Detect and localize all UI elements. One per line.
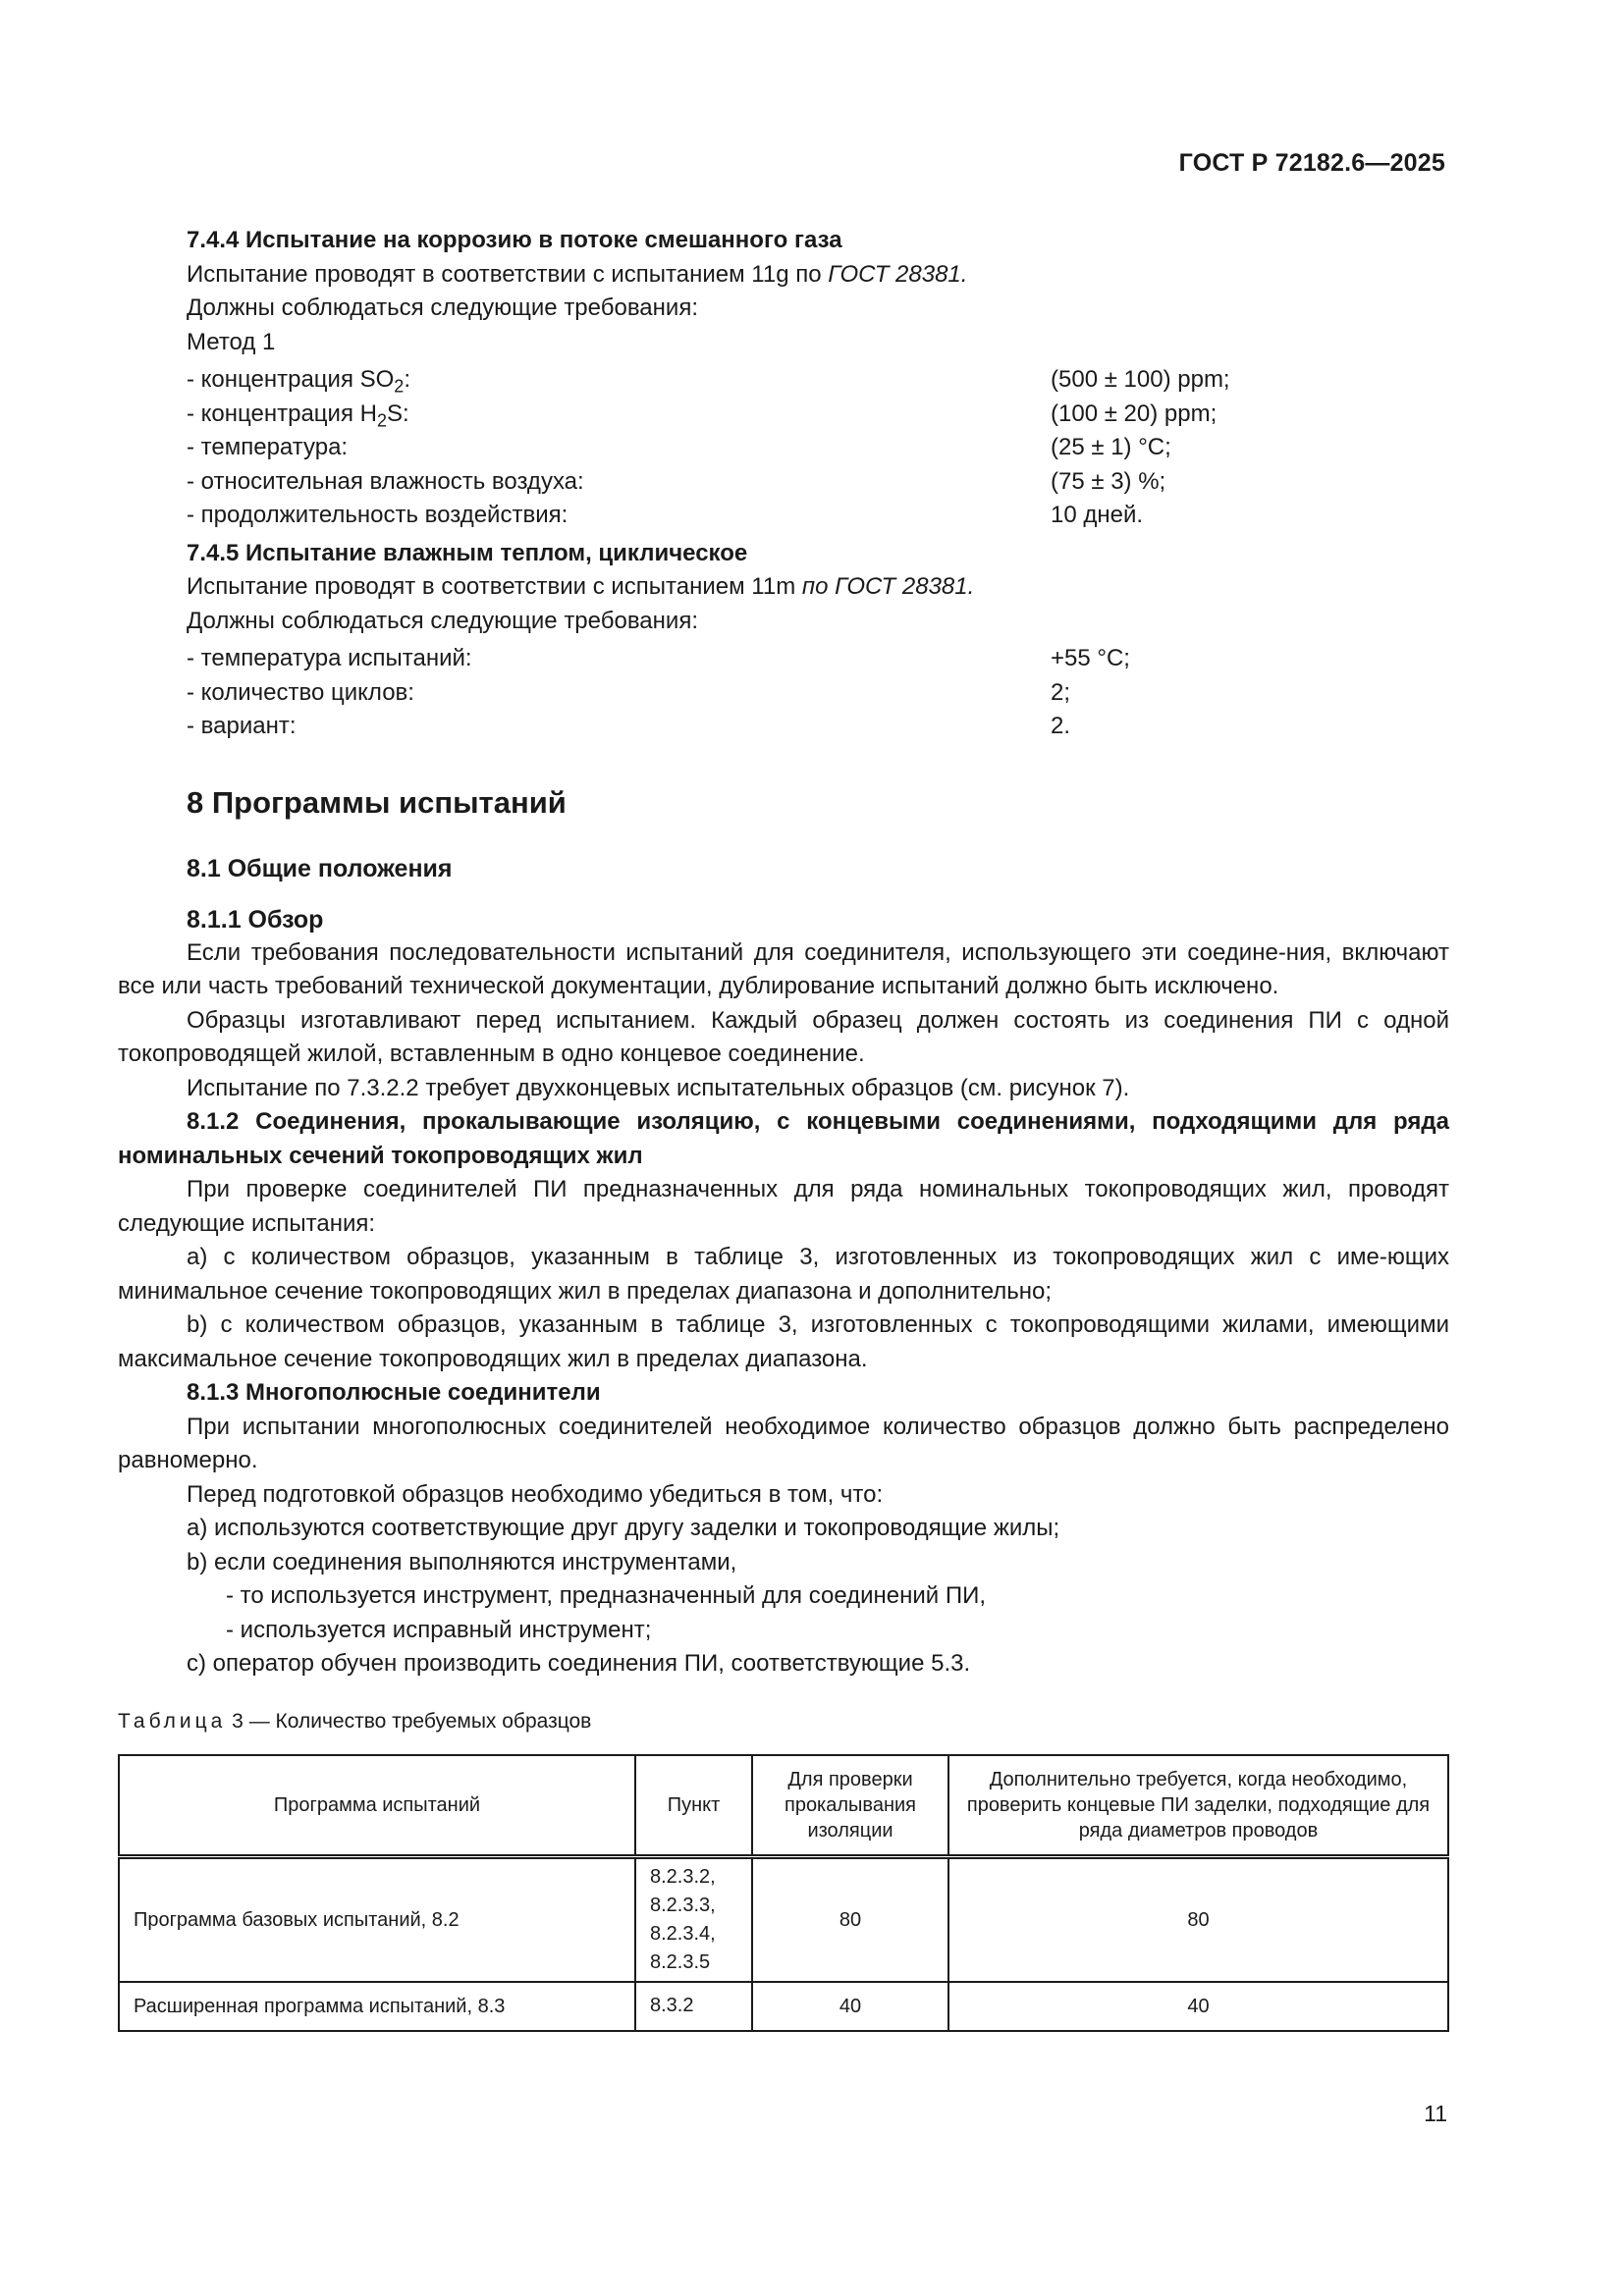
requirement-label: - концентрация $SO_2$: [187,366,410,397]
requirement-value: (75 ± 3) %; [1051,467,1166,495]
clause-ref: 8.2.3.5 [650,1950,711,1973]
section-7-4-4-title: 7.4.4 Испытание на коррозию в потоке смешанного газа [187,227,842,253]
list-item-b: b) если соединения выполняются инструментами, [187,1548,737,1575]
paragraph: При проверке соединителей ПИ предназначенных для ряда номинальных токопроводящих жил, проводят следующие испытания: [118,1176,1449,1237]
section-7-4-4-line1 [118,258,1449,293]
list-item-b: b) с количеством образцов, указанным в таблице 3, изготовленных с токопроводящими жилами, имеющими максимальное сечение токопроводящих жил в пределах диапазона. [118,1311,1449,1372]
clause-ref: 8.2.3.3, [650,1894,716,1916]
requirement-value: 10 дней. [1051,502,1144,528]
section-7-4-5-line1 [118,570,1449,605]
clause-ref: 8.2.3.2, [650,1865,716,1888]
requirement-value: (500 ± 100) ppm; [1051,366,1230,393]
requirement-row [118,642,1449,676]
requirement-label: - температура испытаний: [187,645,472,671]
requirement-row [118,676,1449,711]
program-cell: Программа базовых испытаний, 8.2 [119,1856,635,1982]
piercing-count-cell: 40 [752,1982,948,2031]
additional-count-cell: 80 [948,1856,1448,1982]
requirement-label: - продолжительность воздействия: [187,502,568,528]
document-code: ГОСТ Р 72182.6—2025 [1178,149,1445,177]
list-item-a: a) используются соответствующие друг другу заделки и токопроводящие жилы; [187,1515,1060,1541]
table-row [119,1982,1448,2031]
list-item-c: c) оператор обучен производить соединения ПИ, соответствующие 5.3. [187,1650,971,1677]
list-item-a: a) с количеством образцов, указанным в таблице 3, изготовленных из токопроводящих жил с име-ющих минимальное сечение токопроводящих жил в пределах диапазона и дополнительно; [118,1244,1449,1305]
section-8-title: 8 Программы испытаний [187,784,567,820]
section-7-4-5-line2: Должны соблюдаться следующие требования: [187,607,698,634]
column-header: Для проверки прокалывания изоляции [752,1755,948,1857]
requirement-label: - температура: [187,434,349,460]
samples-table [118,1754,1449,2032]
requirement-label: - количество циклов: [187,678,414,706]
requirement-row [118,710,1449,744]
requirement-row [118,465,1449,500]
requirements-list-745 [118,642,1449,744]
paragraph: Испытание по 7.3.2.2 требует двухконцевых испытательных образцов (см. рисунок 7). [187,1074,1130,1101]
requirement-row [118,398,1449,432]
requirement-row [118,499,1449,533]
clause-cell [635,1856,752,1982]
requirement-row [118,363,1449,398]
requirement-value: +55 °C; [1051,645,1130,671]
page-number: 11 [1424,2101,1447,2126]
paragraph: Образцы изготавливают перед испытанием. Каждый образец должен состоять из соединения ПИ с одной токопроводящей жилой, вставленным в одно концевое соединение. [118,1006,1449,1067]
requirement-label: - концентрация $H_2S$: [187,400,409,430]
requirements-list-744 [118,363,1449,533]
requirement-row [118,431,1449,465]
section-7-4-4-line2: Должны соблюдаться следующие требования: [187,294,698,321]
paragraph: Если требования последовательности испытаний для соединителя, использующего эти соедине-ния, включают все или часть требований технической документации, дублирование испытаний должно быть исключено. [118,938,1449,999]
requirement-value: 2. [1051,713,1071,739]
list-subitem: - используется исправный инструмент; [226,1616,652,1643]
section-8-1-1-title: 8.1.1 Обзор [187,905,324,934]
column-header: Программа испытаний [119,1755,635,1857]
paragraph: Перед подготовкой образцов необходимо убедиться в том, что: [187,1480,884,1508]
standard-reference: по ГОСТ 28381. [801,573,975,600]
column-header: Пункт [635,1755,752,1857]
section-8-1-title: 8.1 Общие положения [187,854,453,882]
piercing-count-cell: 80 [752,1856,948,1982]
list-subitem: - то используется инструмент, предназначенный для соединений ПИ, [226,1582,987,1609]
text: Испытание проводят в соответствии с испытанием 11g по [187,260,829,288]
table-row [119,1856,1448,1982]
section-8-1-2-title: 8.1.2 Соединения, прокалывающие изоляцию, с концевыми соединениями, подходящими для ряда номинальных сечений токопроводящих жил [118,1108,1449,1169]
clause-ref: 8.3.2 [650,1995,694,2016]
paragraph: При испытании многополюсных соединителей необходимое количество образцов должно быть распределено равномерно. [118,1413,1449,1473]
requirement-label: - относительная влажность воздуха: [187,467,584,495]
requirement-value: (100 ± 20) ppm; [1051,400,1218,427]
table-header-row [119,1755,1448,1857]
requirement-value: 2; [1051,678,1071,706]
page-content [118,224,1449,2032]
section-7-4-5-title: 7.4.5 Испытание влажным теплом, циклическое [187,539,748,566]
clause-ref: 8.2.3.4, [650,1922,716,1945]
program-cell: Расширенная программа испытаний, 8.3 [119,1982,635,2031]
requirement-value: (25 ± 1) °C; [1051,434,1171,460]
text: Испытание проводят в соответствии с испытанием 11m [187,573,802,600]
table-caption: Таблица 3 — Количество требуемых образцов [118,1709,592,1733]
clause-cell [635,1982,752,2031]
standard-reference: ГОСТ 28381. [828,260,968,288]
method-label: Метод 1 [187,328,276,355]
additional-count-cell: 40 [948,1982,1448,2031]
requirement-label: - вариант: [187,713,297,739]
column-header: Дополнительно требуется, когда необходимо, проверить концевые ПИ заделки, подходящие для ряда диаметров проводов [948,1755,1448,1857]
section-8-1-3-title: 8.1.3 Многополюсные соединители [187,1379,601,1406]
